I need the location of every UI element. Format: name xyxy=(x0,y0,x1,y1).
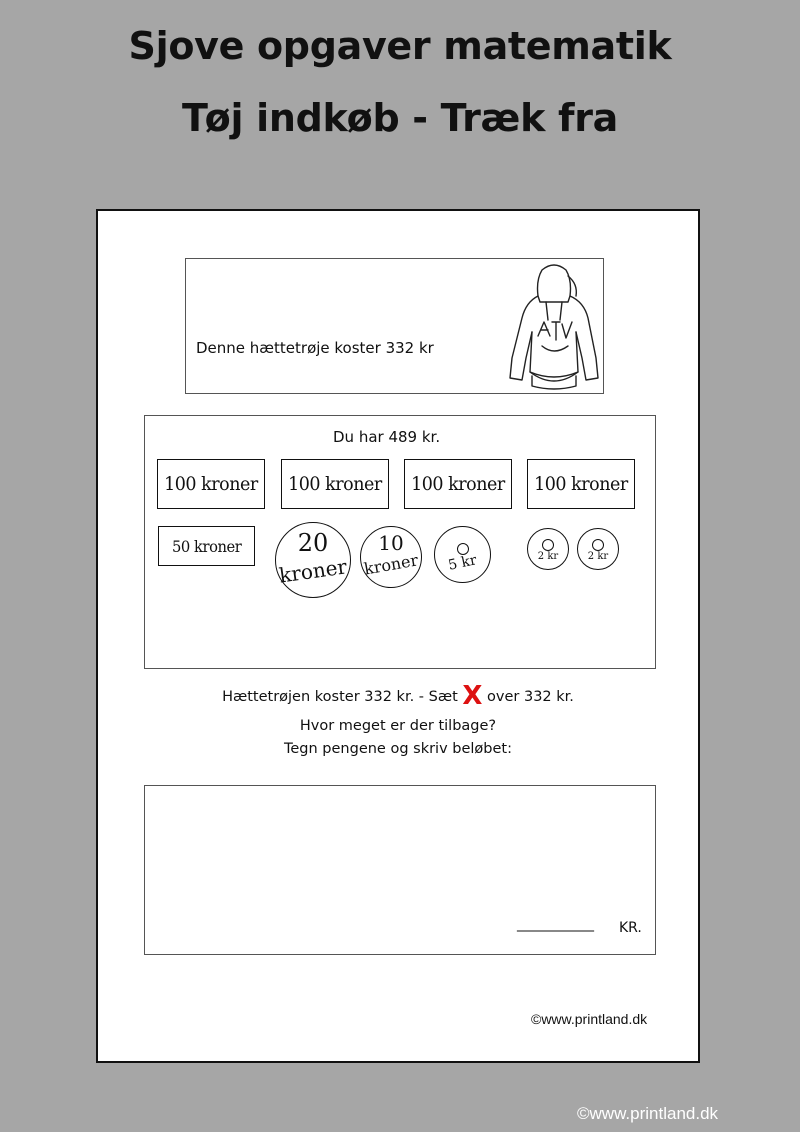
bill-100-label: 100 kroner xyxy=(164,473,258,495)
coin-20-value: 20 xyxy=(297,529,329,557)
wallet-box xyxy=(144,415,656,669)
product-price-text: Denne hættetrøje koster 332 kr xyxy=(196,339,434,357)
wallet-title: Du har 489 kr. xyxy=(333,428,441,446)
page-subtitle: Tøj indkøb - Træk fra xyxy=(181,96,618,140)
coin-20-unit: kroner xyxy=(277,554,349,588)
instruction-line-2: Hvor meget er der tilbage? xyxy=(299,718,497,734)
bill-100-2 xyxy=(281,459,389,509)
answer-unit: KR. xyxy=(619,920,642,936)
coin-20 xyxy=(275,522,351,598)
coin-5 xyxy=(434,526,491,583)
product-box xyxy=(185,258,604,394)
page-copyright: ©www.printland.dk xyxy=(577,1104,719,1123)
coin-2-label: 2 kr xyxy=(587,551,609,562)
coin-2-2 xyxy=(577,528,619,570)
bill-100-4 xyxy=(527,459,635,509)
bill-100-3 xyxy=(404,459,512,509)
instruction-line-1 xyxy=(98,681,698,711)
bill-100-label: 100 kroner xyxy=(534,473,628,495)
bill-50-label: 50 kroner xyxy=(171,536,242,556)
instruction-line-3: Tegn pengene og skriv beløbet: xyxy=(283,741,512,757)
page-title: Sjove opgaver matematik xyxy=(128,24,672,68)
instruction-text-after: over 332 kr. xyxy=(487,689,574,705)
bill-100-1 xyxy=(157,459,265,509)
answer-box xyxy=(144,785,656,955)
coin-2-1 xyxy=(527,528,569,570)
bill-100-label: 100 kroner xyxy=(288,473,382,495)
red-x-mark: X xyxy=(462,681,483,711)
coin-5-label: 5 kr xyxy=(446,552,479,574)
instruction-text-before: Hættetrøjen koster 332 kr. - Sæt xyxy=(222,689,458,705)
coin-10-value: 10 xyxy=(378,531,404,555)
coin-10-unit: kroner xyxy=(362,550,420,579)
coin-hole xyxy=(542,539,554,551)
sheet-copyright: ©www.printland.dk xyxy=(531,1011,648,1027)
coin-10 xyxy=(360,526,422,588)
worksheet xyxy=(96,209,700,1063)
hoodie-image xyxy=(502,262,602,390)
coin-2-label: 2 kr xyxy=(537,551,559,562)
bill-50 xyxy=(158,526,255,566)
coin-hole xyxy=(592,539,604,551)
answer-blank: ___________ xyxy=(517,916,594,932)
bill-100-label: 100 kroner xyxy=(411,473,505,495)
